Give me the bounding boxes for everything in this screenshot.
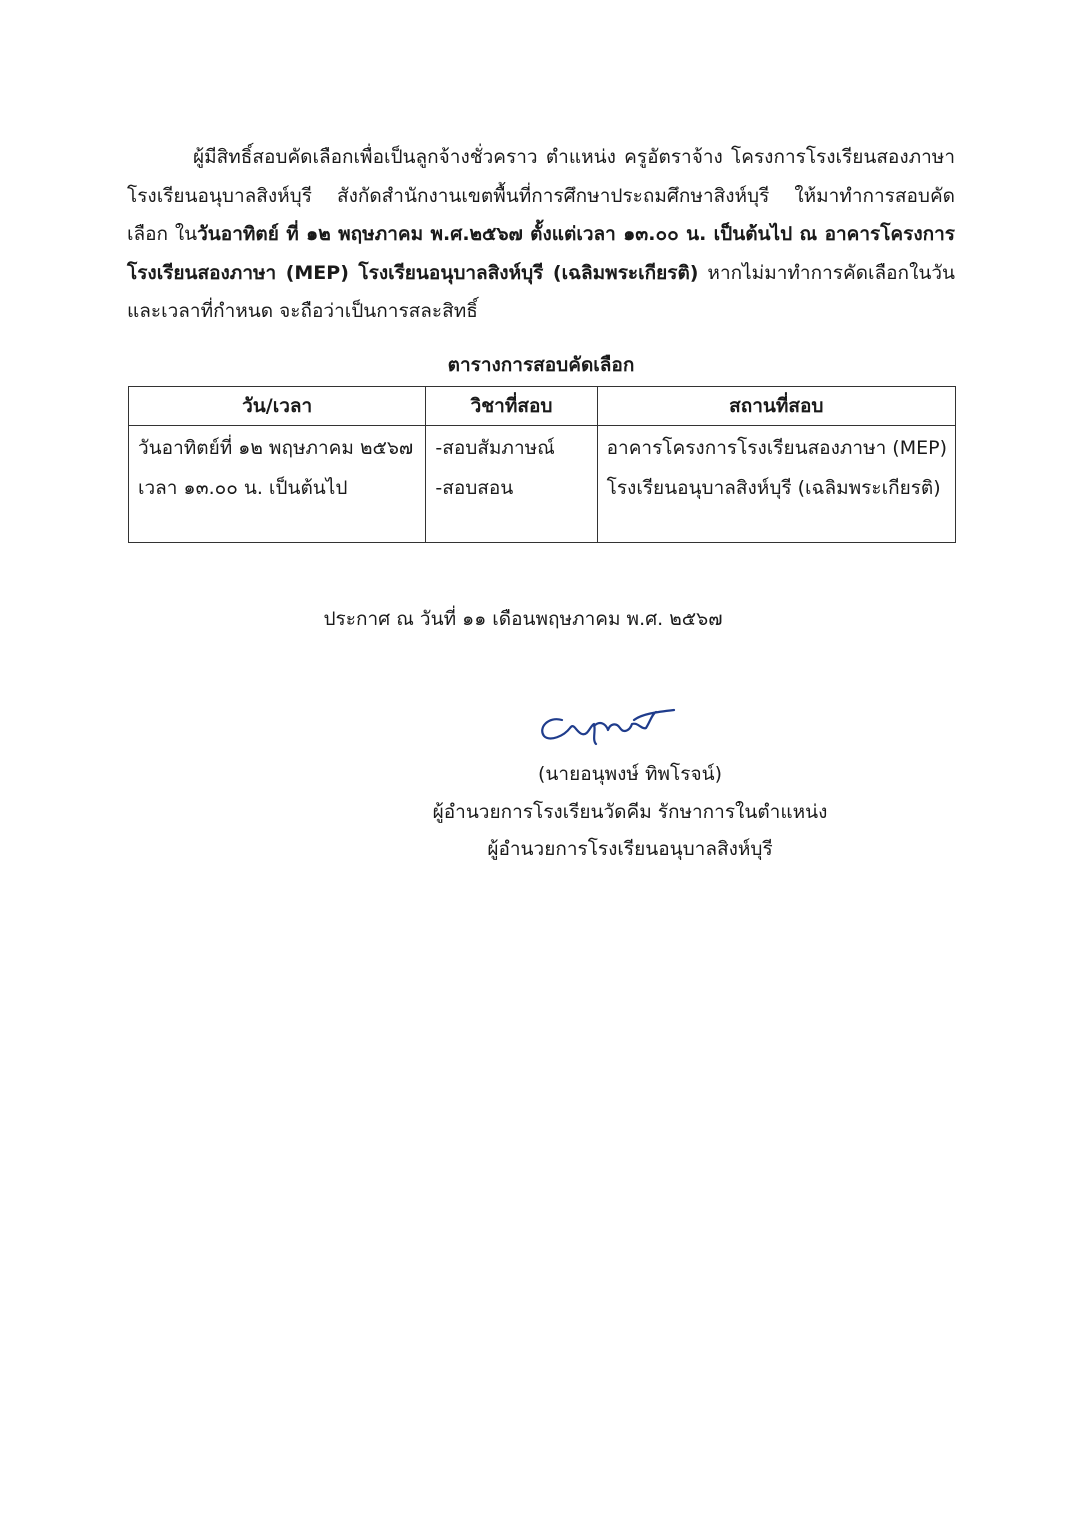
subject-line: -สอบสอน	[435, 477, 514, 499]
venue-line: โรงเรียนอนุบาลสิงห์บุรี (เฉลิมพระเกียรติ)	[606, 477, 941, 499]
header-datetime: วัน/เวลา	[129, 387, 426, 426]
venue-line: อาคารโครงการโรงเรียนสองภาษา (MEP)	[606, 437, 947, 459]
table-row	[129, 426, 956, 543]
datetime-line: เวลา ๑๓.๐๐ น. เป็นต้นไป	[138, 477, 348, 499]
cell-datetime	[129, 426, 426, 543]
handwritten-signature	[534, 700, 684, 750]
body-paragraph	[127, 138, 955, 331]
paragraph-text-1: ผู้มีสิทธิ์สอบคัดเลือกเพื่อเป็นลูกจ้างชั่วคราว ตำแหน่ง ครูอัตราจ้าง โครงการโรงเรียนสองภาษา โรงเรียนอนุบาลสิงห์บุรี สังกัดสำนักงานเขตพื้นที่การศึกษาประถมศึกษาสิงห์บุรี ให้มาทำการสอบคัดเลือก ใน	[127, 146, 955, 245]
table-title: ตารางการสอบคัดเลือก	[447, 354, 635, 376]
paragraph-text-2: หากไม่มาทำการคัดเลือกในวันและเวลาที่กำหนด จะถือว่าเป็นการสละสิทธิ์	[127, 261, 955, 322]
header-subject: วิชาที่สอบ	[426, 387, 597, 426]
table-header-row	[129, 387, 956, 426]
datetime-line: วันอาทิตย์ที่ ๑๒ พฤษภาคม ๒๕๖๗	[138, 437, 414, 459]
cell-subjects	[426, 426, 597, 543]
signatory-position: ผู้อำนวยการโรงเรียนวัดคีม รักษาการในตำแหน่ง	[432, 800, 828, 823]
signature-block	[380, 756, 880, 869]
cell-venue	[597, 426, 955, 543]
signatory-name: (นายอนุพงษ์ ทิพโรจน์)	[538, 763, 722, 785]
paragraph-bold-text: วันอาทิตย์ ที่ ๑๒ พฤษภาคม พ.ศ.๒๕๖๗ ตั้งแต่เวลา ๑๓.๐๐ น. เป็นต้นไป ณ อาคารโครงการโรงเรียนสองภาษา (MEP) โรงเรียนอนุบาลสิงห์บุรี (เฉลิมพระเกียรติ)	[127, 223, 956, 284]
header-venue: สถานที่สอบ	[597, 387, 955, 426]
subject-line: -สอบสัมภาษณ์	[435, 437, 555, 459]
announcement-date: ประกาศ ณ วันที่ ๑๑ เดือนพฤษภาคม พ.ศ. ๒๕๖๗	[323, 608, 723, 630]
schedule-table	[128, 386, 956, 543]
signatory-position: ผู้อำนวยการโรงเรียนอนุบาลสิงห์บุรี	[487, 838, 773, 860]
